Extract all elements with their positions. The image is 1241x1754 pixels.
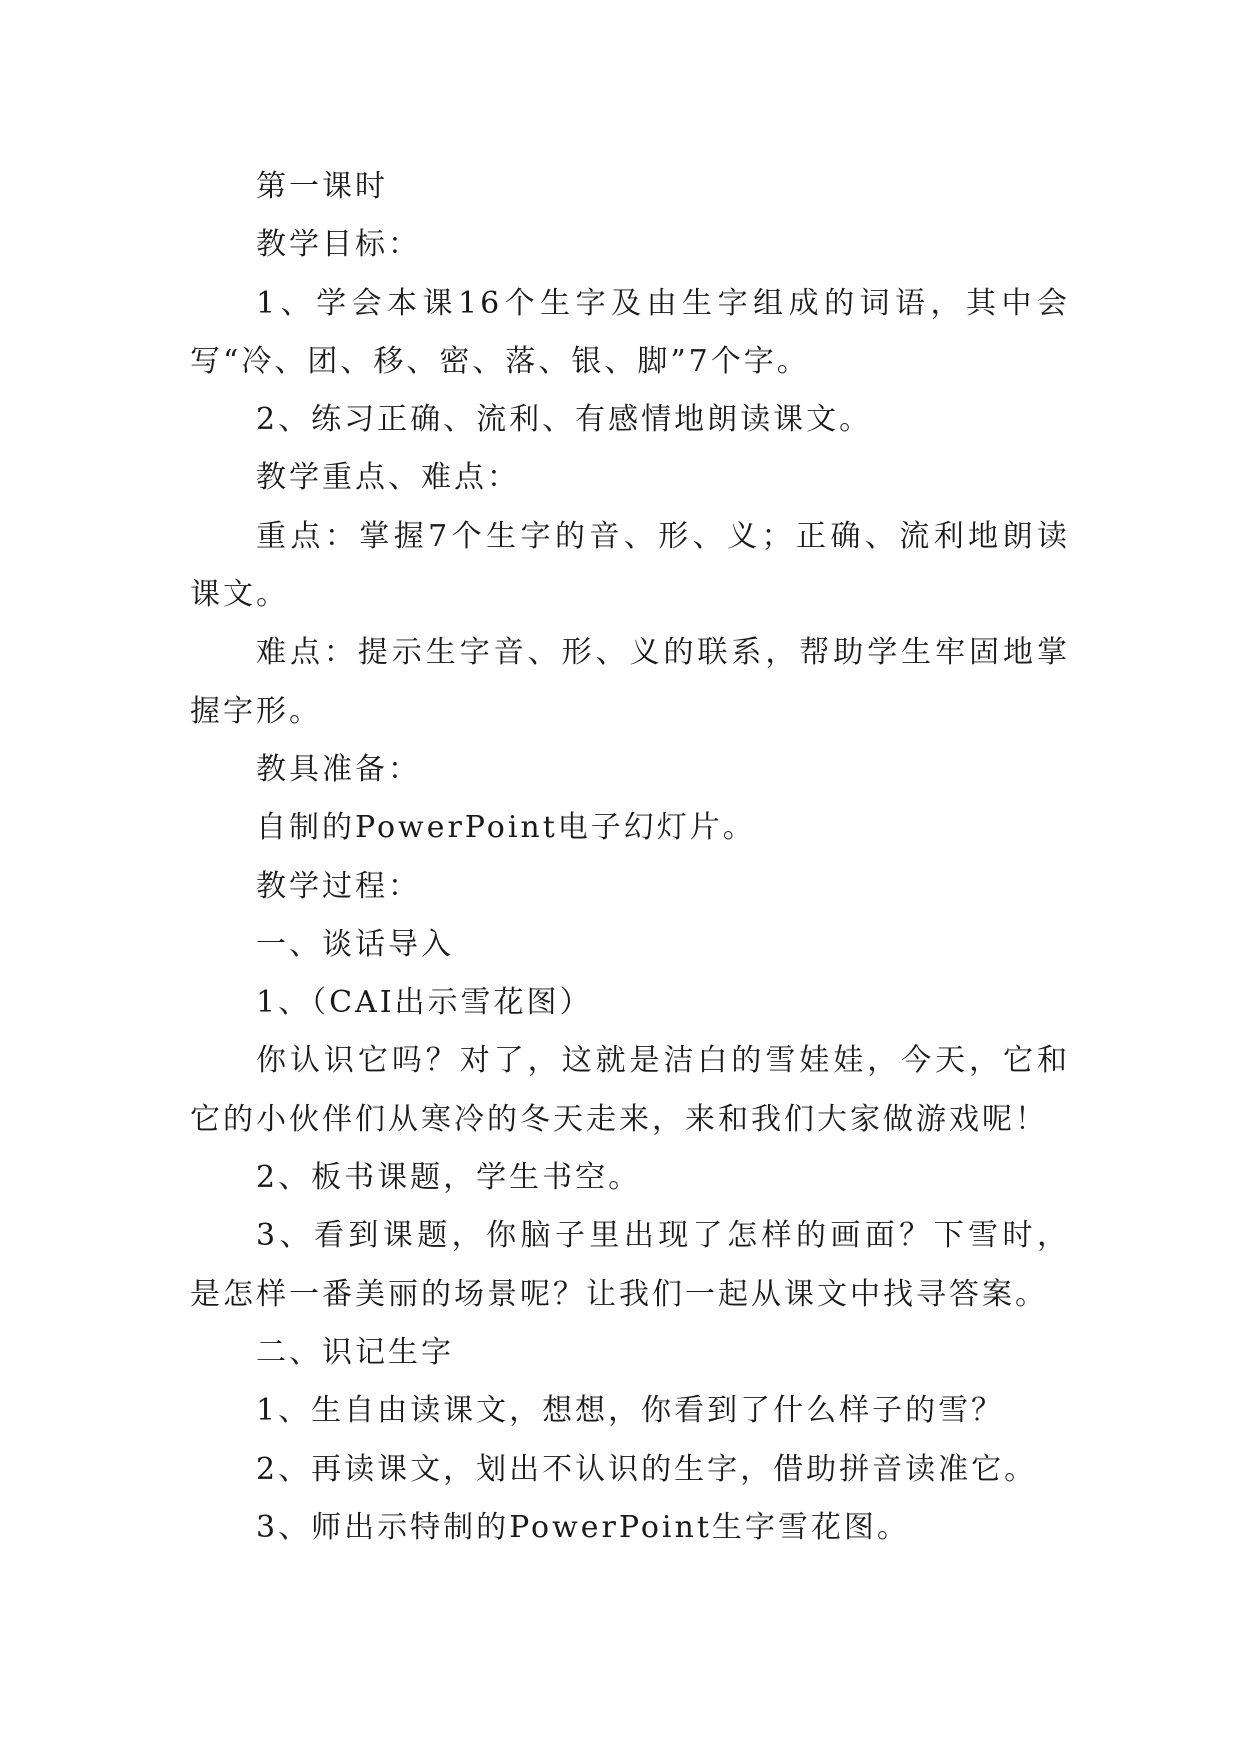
paragraph: 3、看到课题，你脑子里出现了怎样的画面？下雪时，是怎样一番美丽的场景呢？让我们一起从课文中找寻答案。 <box>190 1218 1070 1312</box>
lesson-title: 第一课时 <box>256 169 388 204</box>
section-heading-key-points: 教学重点、难点： <box>256 460 520 496</box>
section-heading-materials: 教具准备： <box>256 751 421 787</box>
paragraph: 3、师出示特制的PowerPoint生字雪花图。 <box>256 1509 910 1545</box>
paragraph: 2、板书课题，学生书空。 <box>256 1160 642 1196</box>
paragraph: 2、练习正确、流利、有感情地朗读课文。 <box>256 402 873 438</box>
section-heading-objectives: 教学目标： <box>256 227 421 263</box>
subsection-heading: 二、识记生字 <box>256 1334 454 1370</box>
subsection-heading: 一、谈话导入 <box>256 926 454 962</box>
document-body <box>190 158 1070 1557</box>
paragraph: 重点：掌握7个生字的音、形、义；正确、流利地朗读课文。 <box>190 518 1070 613</box>
paragraph: 1、（CAI出示雪花图） <box>256 985 593 1021</box>
paragraph: 1、学会本课16个生字及由生字组成的词语，其中会写“冷、团、移、密、落、银、脚”7个字。 <box>190 285 1070 379</box>
paragraph: 你认识它吗？对了，这就是洁白的雪娃娃，今天，它和它的小伙伴们从寒冷的冬天走来，来和我们大家做游戏呢！ <box>190 1043 1070 1137</box>
paragraph: 难点：提示生字音、形、义的联系，帮助学生牢固地掌握字形。 <box>190 635 1070 729</box>
paragraph: 2、再读课文，划出不认识的生字，借助拼音读准它。 <box>256 1451 1038 1487</box>
paragraph: 自制的PowerPoint电子幻灯片。 <box>256 810 756 846</box>
section-heading-process: 教学过程： <box>256 868 421 904</box>
paragraph: 1、生自由读课文，想想，你看到了什么样子的雪？ <box>256 1393 1005 1429</box>
